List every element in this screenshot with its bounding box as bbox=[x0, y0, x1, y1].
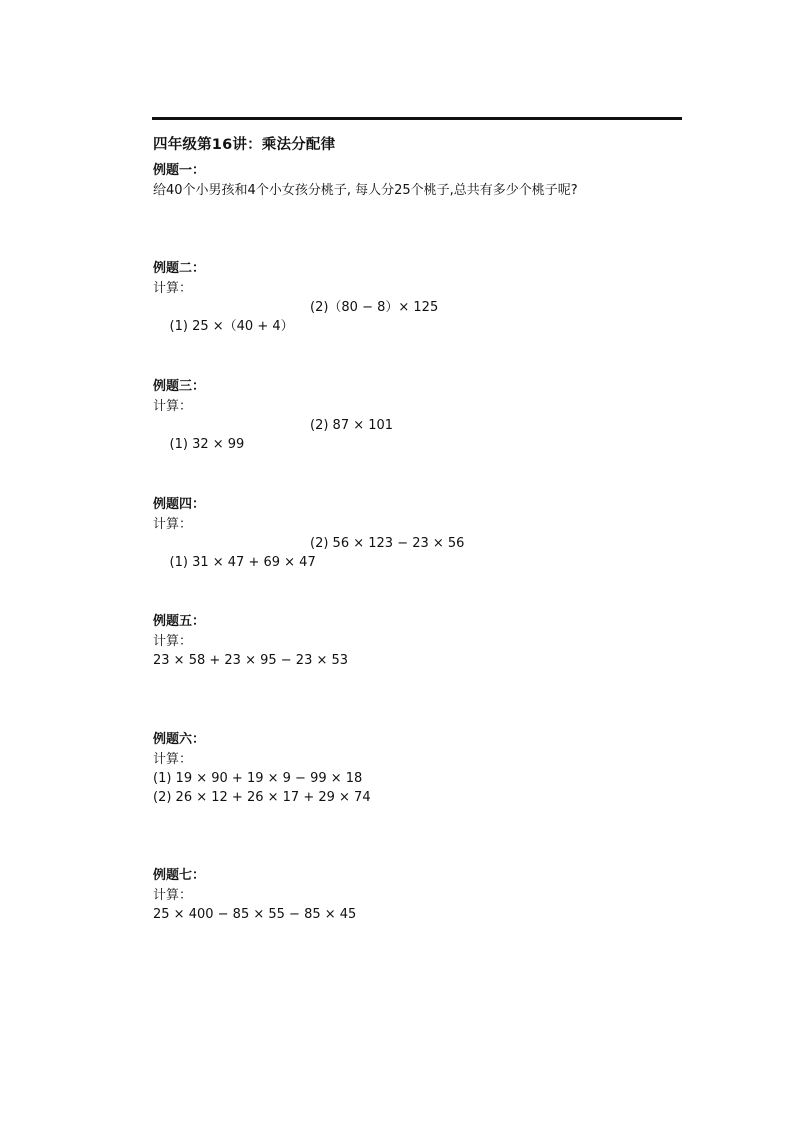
example-7 bbox=[153, 866, 356, 924]
instruction-text: 计算： bbox=[153, 399, 193, 414]
example-label: 例题六： bbox=[153, 732, 206, 747]
header-rule bbox=[152, 117, 682, 120]
problem-item-1: (1) 32 × 99 bbox=[169, 437, 245, 452]
instruction-text: 计算： bbox=[153, 634, 193, 649]
problem-item-1: (1) 31 × 47 + 69 × 47 bbox=[169, 555, 316, 570]
example-3 bbox=[153, 377, 394, 452]
instruction-text: 计算： bbox=[153, 888, 193, 903]
example-4 bbox=[153, 495, 465, 570]
example-2 bbox=[153, 259, 439, 334]
problem-text: 给40个小男孩和4个小女孩分桃子, 每人分25个桃子,总共有多少个桃子呢? bbox=[153, 183, 578, 198]
problem-text: (1) 19 × 90 + 19 × 9 − 99 × 18 bbox=[153, 771, 363, 786]
problem-row bbox=[153, 416, 394, 452]
problem-row bbox=[153, 298, 439, 334]
problem-item-2: (2) 56 × 123 − 23 × 56 bbox=[310, 536, 465, 551]
problem-text: 25 × 400 − 85 × 55 − 85 × 45 bbox=[153, 907, 357, 922]
example-label: 例题五： bbox=[153, 614, 206, 629]
instruction-text: 计算： bbox=[153, 517, 193, 532]
problem-item-1: (1) 25 ×（40 + 4） bbox=[169, 319, 294, 334]
problem-item-2: (2) 87 × 101 bbox=[310, 418, 394, 433]
example-5 bbox=[153, 612, 348, 670]
problem-text: (2) 26 × 12 + 26 × 17 + 29 × 74 bbox=[153, 790, 371, 805]
page-title: 四年级第16讲：乘法分配律 bbox=[153, 137, 336, 153]
example-1 bbox=[153, 161, 578, 200]
example-6 bbox=[153, 730, 371, 807]
problem-item-2: (2)（80 − 8）× 125 bbox=[310, 300, 439, 315]
instruction-text: 计算： bbox=[153, 752, 193, 767]
problem-row bbox=[153, 534, 465, 570]
example-label: 例题三： bbox=[153, 379, 206, 394]
instruction-text: 计算： bbox=[153, 281, 193, 296]
example-label: 例题七： bbox=[153, 868, 206, 883]
example-label: 例题二： bbox=[153, 261, 206, 276]
problem-text: 23 × 58 + 23 × 95 − 23 × 53 bbox=[153, 653, 349, 668]
example-label: 例题一： bbox=[153, 163, 206, 178]
example-label: 例题四： bbox=[153, 497, 206, 512]
